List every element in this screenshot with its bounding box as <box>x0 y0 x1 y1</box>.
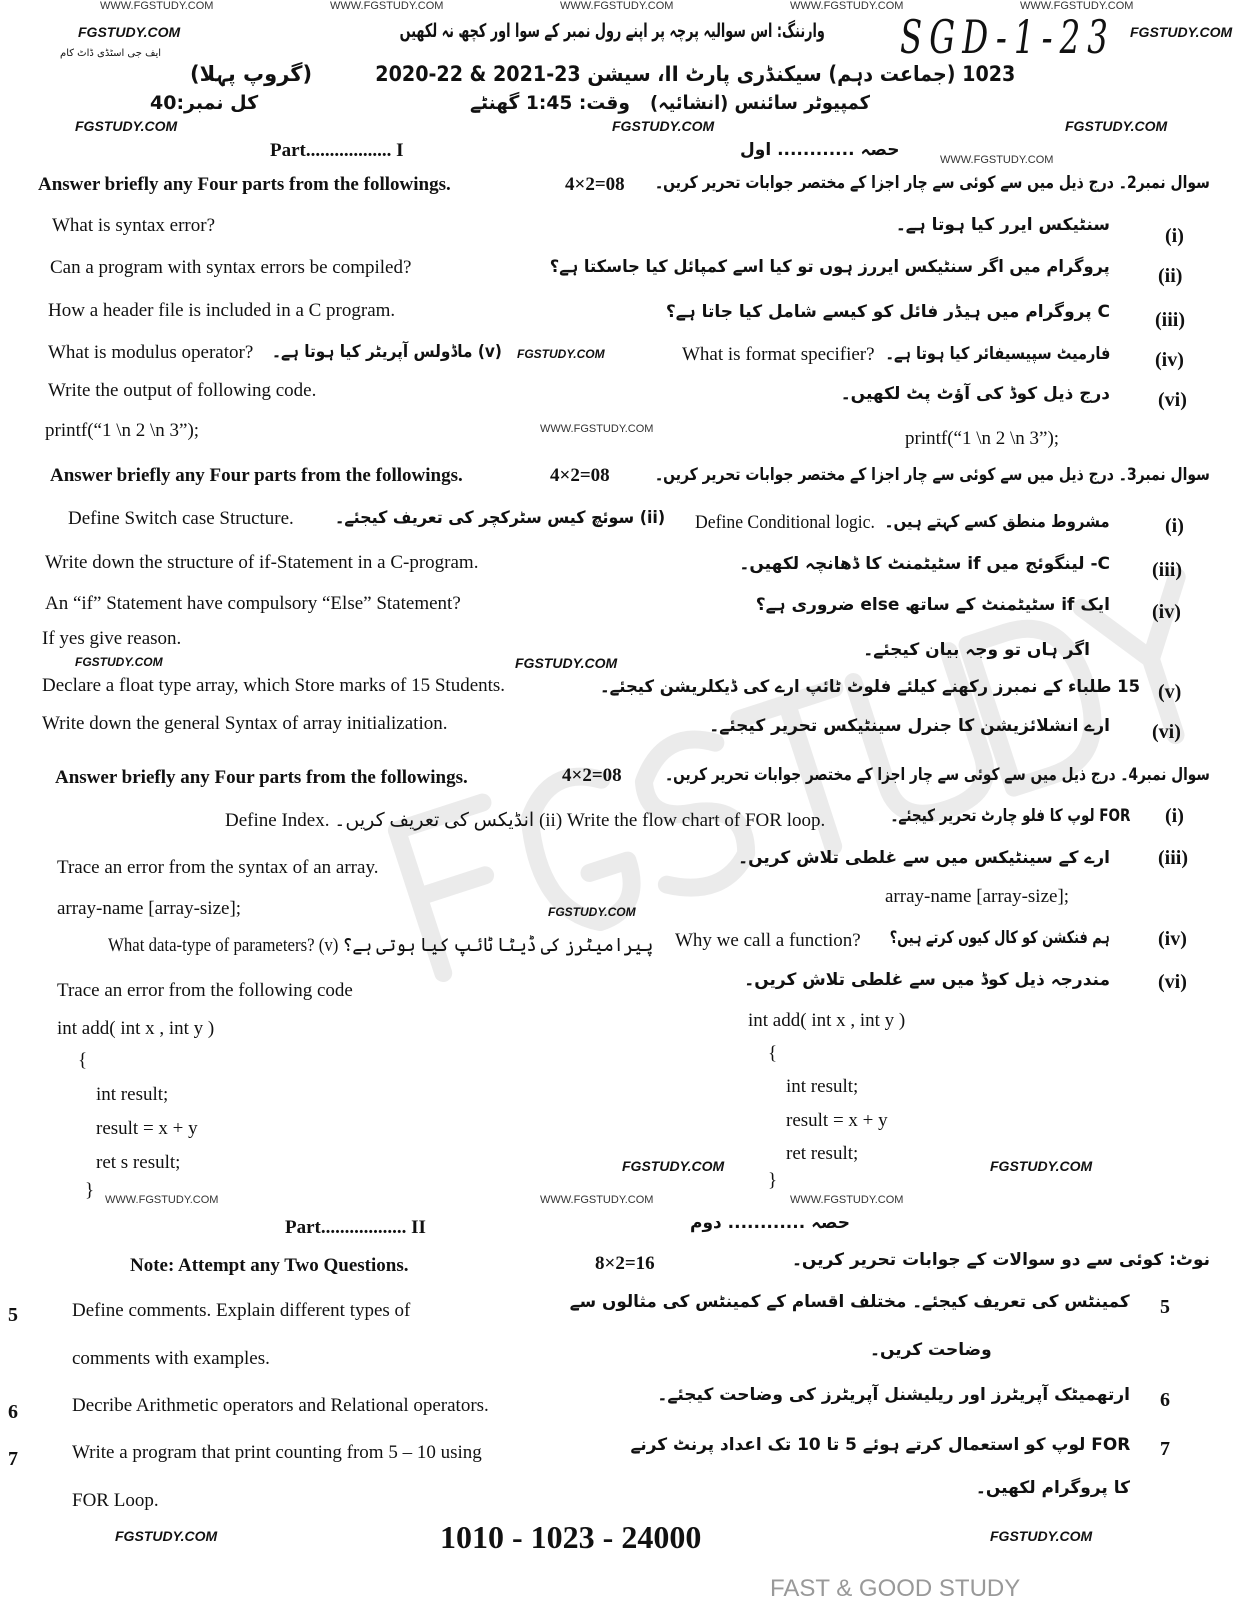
q4-item-iii-urdu: ارے کے سینٹیکس میں سے غلطی تلاش کریں۔ <box>738 848 1110 868</box>
part-2-marks: 8×2=16 <box>595 1253 655 1274</box>
q2-num-ii: (ii) <box>1158 265 1183 287</box>
site-watermark: FGSTUDY.COM <box>548 905 636 919</box>
q4-marks: 4×2=08 <box>562 765 622 786</box>
code-right-line: ret result; <box>786 1143 859 1164</box>
q2-item-vi-urdu: درج ذیل کوڈ کی آؤٹ پٹ لکھیں۔ <box>840 384 1110 404</box>
part-2-urdu-label: حصہ ............ دوم <box>690 1213 851 1233</box>
site-watermark: WWW.FGSTUDY.COM <box>1020 0 1134 12</box>
code-right-line: result = x + y <box>786 1110 888 1131</box>
q7-urdu-2: کا پروگرام لکھیں۔ <box>975 1478 1130 1498</box>
q4-item-vi-urdu: مندرجہ ذیل کوڈ میں سے غلطی تلاش کریں۔ <box>744 970 1110 990</box>
q2-item-vi: Write the output of following code. <box>48 380 317 401</box>
site-watermark: WWW.FGSTUDY.COM <box>100 0 214 12</box>
q7-text-1: Write a program that print counting from 5 – 10 using <box>72 1442 482 1463</box>
code-left-line: } <box>85 1180 95 1201</box>
q3-heading: Answer briefly any Four parts from the followings. <box>50 465 463 486</box>
q2-code-right: printf(“1 \n 2 \n 3”); <box>905 428 1060 449</box>
code-right-line: int result; <box>786 1076 859 1097</box>
q3-item-ii-urdu: (ii) سوئچ کیس سٹرکچر کی تعریف کیجئے۔ <box>335 508 666 528</box>
q4-heading: Answer briefly any Four parts from the followings. <box>55 767 468 788</box>
q5-num: 5 <box>8 1304 18 1326</box>
q3-num-iii: (iii) <box>1152 559 1182 581</box>
code-left-line: int result; <box>96 1084 169 1105</box>
site-watermark: FGSTUDY.COM <box>990 1528 1093 1544</box>
site-watermark: WWW.FGSTUDY.COM <box>790 1194 904 1206</box>
q3-item-i: Define Conditional logic. <box>695 512 875 533</box>
q4-num-vi: (vi) <box>1158 971 1187 993</box>
q4-item-v: What data-type of parameters? (v) پیرامیٹرز کی ڈیٹا ٹائپ کیا ہوتی ہے؟ <box>108 935 654 956</box>
code-right-line: { <box>768 1043 778 1064</box>
q2-item-i-urdu: سنٹیکس ایرر کیا ہوتا ہے۔ <box>895 215 1110 235</box>
fgstudy-tagline-watermark: FAST & GOOD STUDY <box>770 1575 1021 1602</box>
q3-num-i: (i) <box>1165 515 1184 537</box>
q6-num-right: 6 <box>1160 1389 1170 1411</box>
q3-item-v-urdu: 15 طلباء کے نمبرز رکھنے کیلئے فلوٹ ٹائپ ارے کی ڈیکلریشن کیجئے۔ <box>599 677 1140 697</box>
q3-item-iv-cont-urdu: اگر ہاں تو وجہ بیان کیجئے۔ <box>863 640 1090 660</box>
q3-item-iii: Write down the structure of if-Statement in a C-program. <box>45 552 479 573</box>
code-left-line: result = x + y <box>96 1118 198 1139</box>
q2-num-vi: (vi) <box>1158 389 1187 411</box>
site-urdu-watermark: ایف جی اسٹڈی ڈاٹ کام <box>60 48 162 59</box>
q3-item-iv-cont: If yes give reason. <box>42 628 182 649</box>
site-watermark: FGSTUDY.COM <box>75 655 163 669</box>
q6-urdu: ارتھمیٹک آپریٹرز اور ریلیشنل آپریٹرز کی وضاحت کیجئے۔ <box>657 1385 1130 1405</box>
warning-text: وارننگ: اس سوالیہ پرچہ پر اپنے رول نمبر کے سوا اور کچھ نہ لکھیں <box>399 20 825 42</box>
paper-code-handwritten: SGD-1-23 <box>900 10 1115 64</box>
subject-title: کمپیوٹر سائنس (انشائیہ) <box>650 92 870 114</box>
q4-item-i-urdu: FOR لوپ کا فلو چارٹ تحریر کیجئے۔ <box>890 806 1130 826</box>
q5-text-2: comments with examples. <box>72 1348 270 1369</box>
site-watermark: WWW.FGSTUDY.COM <box>560 0 674 12</box>
q7-num: 7 <box>8 1448 18 1470</box>
site-watermark: WWW.FGSTUDY.COM <box>940 154 1054 166</box>
q2-heading-urdu: سوال نمبر2۔ درج ذیل میں سے کوئی سے چار اجزا کے مختصر جوابات تحریر کریں۔ <box>655 173 1210 193</box>
q2-item-iii: How a header file is included in a C program. <box>48 300 396 321</box>
q4-item-iv: Why we call a function? <box>675 930 861 951</box>
site-watermark: FGSTUDY.COM <box>990 1158 1093 1174</box>
code-left-line: { <box>78 1050 88 1071</box>
q5-num-right: 5 <box>1160 1296 1170 1318</box>
q4-item-i-ii: Define Index. انڈیکس کی تعریف کریں۔ (ii) Write the flow chart of FOR loop. <box>225 810 826 831</box>
q7-text-2: FOR Loop. <box>72 1490 159 1511</box>
q2-heading: Answer briefly any Four parts from the followings. <box>38 174 451 195</box>
site-watermark: FGSTUDY.COM <box>622 1158 725 1174</box>
group-label: (گروپ پہلا) <box>190 62 313 86</box>
site-watermark: FGSTUDY.COM <box>1065 118 1168 134</box>
q2-code-left: printf(“1 \n 2 \n 3”); <box>45 420 200 441</box>
part-1-label: Part.................. I <box>270 140 404 161</box>
site-watermark: WWW.FGSTUDY.COM <box>540 1194 654 1206</box>
q4-num-iv: (iv) <box>1158 928 1187 950</box>
q3-item-iii-urdu: C- لینگوئج میں if سٹیٹمنٹ کا ڈھانچہ لکھیں۔ <box>739 554 1110 574</box>
q3-num-v: (v) <box>1158 681 1182 703</box>
q2-marks: 4×2=08 <box>565 174 625 195</box>
note-text: Note: Attempt any Two Questions. <box>130 1255 409 1276</box>
site-watermark: WWW.FGSTUDY.COM <box>330 0 444 12</box>
site-watermark: WWW.FGSTUDY.COM <box>790 0 904 12</box>
q3-marks: 4×2=08 <box>550 465 610 486</box>
q3-item-ii: Define Switch case Structure. <box>68 508 294 529</box>
q2-item-iv-urdu: فارمیٹ سپیسیفائر کیا ہوتا ہے۔ <box>885 344 1110 364</box>
site-watermark: FGSTUDY.COM <box>78 24 181 40</box>
site-watermark: FGSTUDY.COM <box>115 1528 218 1544</box>
q2-num-i: (i) <box>1165 225 1184 247</box>
q2-item-ii: Can a program with syntax errors be compiled? <box>50 257 412 278</box>
q2-item-i: What is syntax error? <box>52 215 216 236</box>
q4-heading-urdu: سوال نمبر4۔ درج ذیل میں سے کوئی سے چار اجزا کے مختصر جوابات تحریر کریں۔ <box>665 765 1210 785</box>
q5-urdu-1: کمینٹس کی تعریف کیجئے۔ مختلف اقسام کے کمینٹس کی مثالوں سے <box>570 1292 1130 1312</box>
footer-paper-code: 1010 - 1023 - 24000 <box>440 1519 702 1555</box>
q3-num-iv: (iv) <box>1152 601 1181 623</box>
q6-num: 6 <box>8 1401 18 1423</box>
q3-num-vi: (vi) <box>1152 721 1181 743</box>
site-watermark: FGSTUDY.COM <box>75 118 178 134</box>
q2-num-iii: (iii) <box>1155 309 1185 331</box>
q3-item-vi: Write down the general Syntax of array initialization. <box>42 713 448 734</box>
q6-text: Decribe Arithmetic operators and Relational operators. <box>72 1395 489 1416</box>
q4-item-iv-urdu: ہم فنکشن کو کال کیوں کرتے ہیں؟ <box>889 928 1110 948</box>
q7-num-right: 7 <box>1160 1438 1170 1460</box>
site-watermark: FGSTUDY.COM <box>517 347 605 361</box>
q4-num-iii: (iii) <box>1158 847 1188 869</box>
code-left-line: int add( int x , int y ) <box>57 1018 215 1039</box>
code-right-line: } <box>768 1170 778 1191</box>
q3-item-iv: An “if” Statement have compulsory “Else” Statement? <box>45 593 461 614</box>
site-watermark: WWW.FGSTUDY.COM <box>540 423 654 435</box>
q3-heading-urdu: سوال نمبر3۔ درج ذیل میں سے کوئی سے چار اجزا کے مختصر جوابات تحریر کریں۔ <box>655 465 1210 485</box>
class-session: 1023 (جماعت دہم) سیکنڈری پارٹ II، سیشن 23-2021 & 22-2020 <box>374 62 1015 86</box>
code-right-line: int add( int x , int y ) <box>748 1010 906 1031</box>
q2-item-iii-urdu: C پروگرام میں ہیڈر فائل کو کیسے شامل کیا جاتا ہے؟ <box>665 302 1110 322</box>
q5-text-1: Define comments. Explain different types of <box>72 1300 411 1321</box>
part-2-label: Part.................. II <box>285 1217 426 1238</box>
q4-item-vi: Trace an error from the following code <box>57 980 353 1001</box>
q2-item-iv: What is format specifier? <box>682 344 875 365</box>
total-marks: کل نمبر:40 <box>150 92 259 114</box>
code-left-line: ret s result; <box>96 1152 181 1173</box>
note-urdu: نوٹ: کوئی سے دو سوالات کے جوابات تحریر کریں۔ <box>791 1250 1210 1270</box>
site-watermark: FGSTUDY.COM <box>515 655 618 671</box>
q4-item-iii: Trace an error from the syntax of an array. <box>57 857 379 878</box>
site-watermark: WWW.FGSTUDY.COM <box>105 1194 219 1206</box>
q2-num-iv: (iv) <box>1155 349 1184 371</box>
q5-urdu-2: وضاحت کریں۔ <box>870 1340 992 1360</box>
q3-item-vi-urdu: ارے انشلائزیشن کا جنرل سینٹیکس تحریر کیجئے۔ <box>709 716 1110 736</box>
q4-array-code-left: array-name [array-size]; <box>57 898 242 919</box>
q2-item-ii-urdu: پروگرام میں اگر سنٹیکس ایررز ہوں تو کیا اسے کمپائل کیا جاسکتا ہے؟ <box>550 257 1110 277</box>
q7-urdu-1: FOR لوپ کو استعمال کرتے ہوئے 5 تا 10 تک اعداد پرنٹ کرنے <box>630 1435 1130 1455</box>
site-watermark: FGSTUDY.COM <box>1130 24 1233 40</box>
part-1-urdu-label: حصہ ............ اول <box>740 140 900 160</box>
time-allowed: وقت: 1:45 گھنٹے <box>470 92 630 114</box>
site-watermark: FGSTUDY.COM <box>612 118 715 134</box>
q3-item-iv-urdu: ایک if سٹیٹمنٹ کے ساتھ else ضروری ہے؟ <box>755 595 1110 615</box>
q4-array-code-right: array-name [array-size]; <box>885 886 1070 907</box>
q4-num-i: (i) <box>1165 805 1184 827</box>
q2-item-v: What is modulus operator? <box>48 342 254 363</box>
q2-item-v-urdu: (v) ماڈولس آپریٹر کیا ہوتا ہے۔ <box>272 342 502 362</box>
q3-item-v: Declare a float type array, which Store marks of 15 Students. <box>42 675 506 696</box>
q3-item-i-urdu: مشروط منطق کسے کہتے ہیں۔ <box>884 512 1110 532</box>
